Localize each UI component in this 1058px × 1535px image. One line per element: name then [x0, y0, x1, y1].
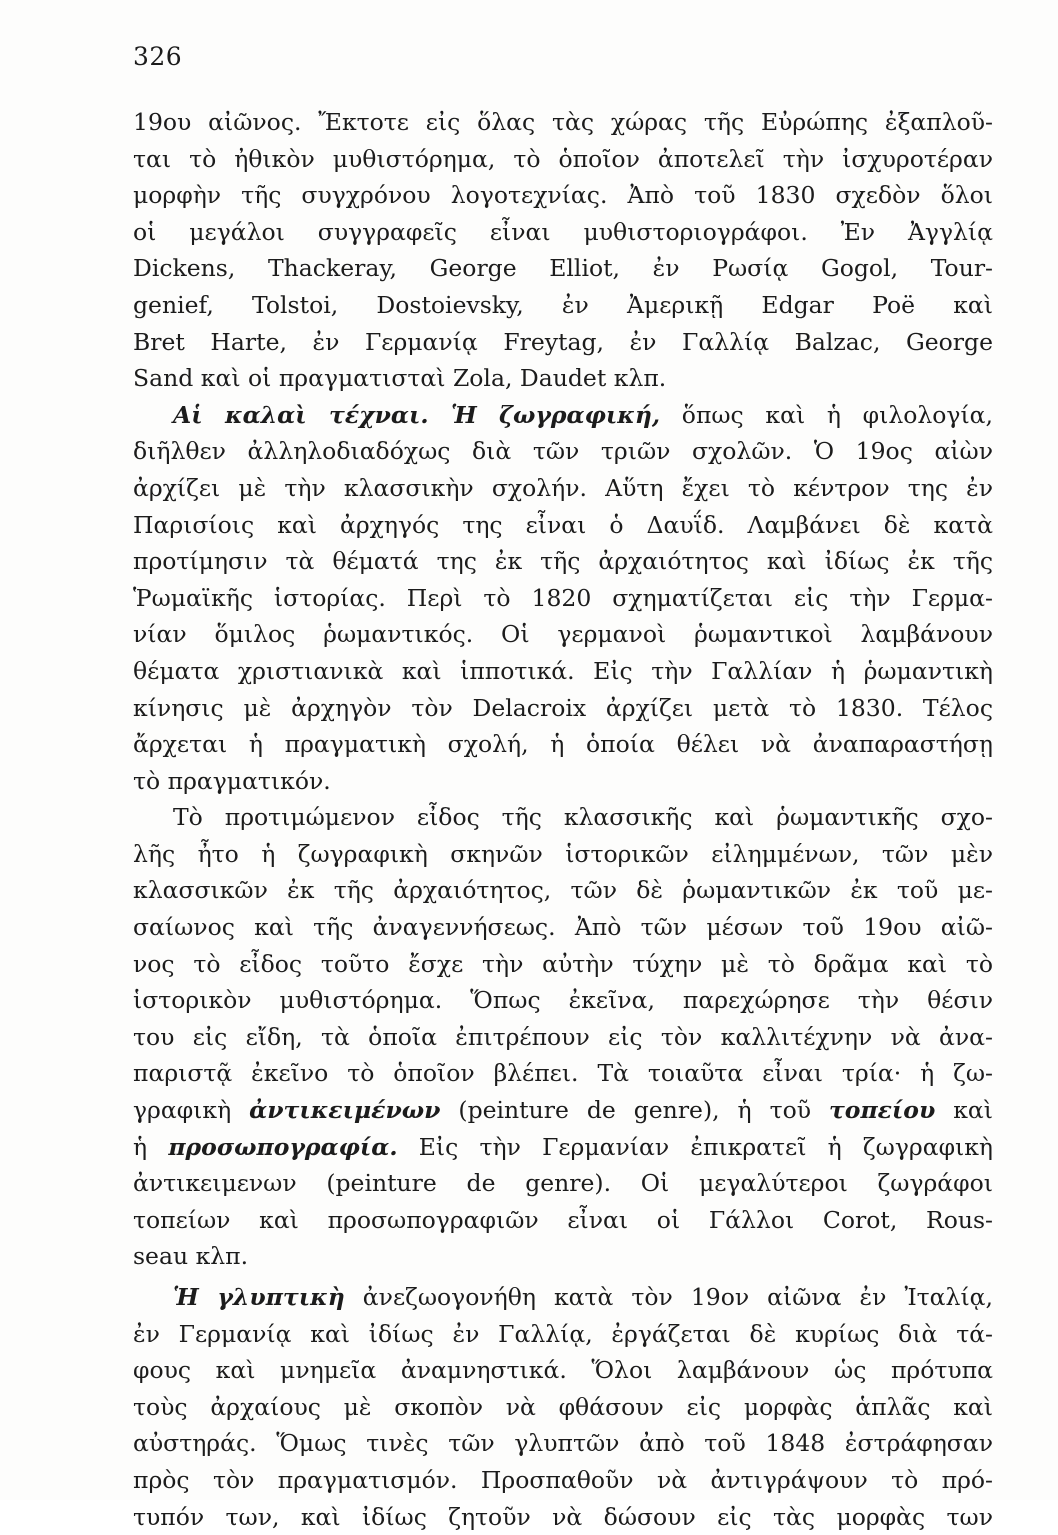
text-line: κίνησις μὲ ἀρχηγὸν τὸν Delacroix ἀρχίζει μετὰ τὸ 1830. Τέλος — [133, 693, 993, 722]
text-line: Τὸ προτιμώμενον εἶδος τῆς κλασσικῆς καὶ ῥωμαντικῆς σχο- — [173, 803, 993, 832]
text-line: νος τὸ εἶδος τοῦτο ἔσχε τὴν αὐτὴν τύχην μὲ τὸ δρᾶμα καὶ τὸ — [133, 949, 993, 978]
text-line: σαίωνος καὶ τῆς ἀναγεννήσεως. Ἀπὸ τῶν μέσων τοῦ 19ου αἰῶ- — [133, 913, 993, 942]
text-line: genief, Tolstoi, Dostoievsky, ἐν Ἀμερικῇ Edgar Poë καὶ — [133, 290, 993, 319]
emphasis-term: τοπείου — [828, 1096, 936, 1125]
text-line: τοπείων καὶ προσωπογραφιῶν εἶναι οἱ Γάλλοι Corot, Rous- — [133, 1205, 993, 1234]
text-line: διῆλθεν ἀλληλοδιαδόχως διὰ τῶν τριῶν σχολῶν. Ὁ 19ος αἰὼν — [133, 437, 993, 466]
emphasis-term: ἀντικειμένων — [249, 1096, 441, 1125]
text-line: seau κλπ. — [133, 1242, 249, 1271]
text-line: τυπόν των, καὶ ἰδίως ζητοῦν νὰ δώσουν εἰς τὰς μορφὰς των — [133, 1502, 993, 1531]
text-line: παριστᾷ ἐκεῖνο τὸ ὁποῖον βλέπει. Τὰ τοιαῦτα εἶναι τρία· ἡ ζω- — [133, 1059, 993, 1088]
text-line: ἐν Γερμανίᾳ καὶ ἰδίως ἐν Γαλλίᾳ, ἐργάζεται δὲ κυρίως διὰ τά- — [133, 1319, 993, 1348]
section-heading-sculpture: Ἡ γλυπτικὴ — [173, 1283, 345, 1311]
text-line: ἀρχίζει μὲ τὴν κλασσικὴν σχολήν. Αὕτη ἔχει τὸ κέντρον της ἐν — [133, 473, 993, 502]
text-line: μορφὴν τῆς συγχρόνου λογοτεχνίας. Ἀπὸ τοῦ 1830 σχεδὸν ὅλοι — [133, 181, 993, 210]
text-line: 19ου αἰῶνος. Ἔκτοτε εἰς ὅλας τὰς χώρας τῆς Εὐρώπης ἐξαπλοῦ- — [133, 108, 993, 136]
text-line: Sand καὶ οἱ πραγματισταὶ Zola, Daudet κλπ. — [133, 364, 667, 393]
text-line: Dickens, Thackeray, George Elliot, ἐν Ρωσίᾳ Gogol, Tour- — [133, 254, 993, 283]
text-line: πρὸς τὸν πραγματισμόν. Προσπαθοῦν νὰ ἀντιγράψουν τὸ πρό- — [133, 1465, 993, 1494]
text-line: κλασσικῶν ἐκ τῆς ἀρχαιότητος, τῶν δὲ ῥωμαντικῶν ἐκ τοῦ με- — [133, 876, 993, 905]
section-heading-fine-arts: Αἱ καλαὶ τέχναι. Ἡ ζωγραφική, — [173, 400, 661, 429]
text-line: οἱ μεγάλοι συγγραφεῖς εἶναι μυθιστοριογράφοι. Ἐν Ἀγγλίᾳ — [133, 217, 993, 246]
text-line: ται τὸ ἠθικὸν μυθιστόρημα, τὸ ὁποῖον ἀποτελεῖ τὴν ἰσχυροτέραν — [133, 144, 993, 173]
body-text — [133, 104, 993, 1535]
text-line: Ἡ γλυπτικὴ ἀνεζωογονήθη κατὰ τὸν 19ον αἰῶνα ἐν Ἰταλίᾳ, — [173, 1283, 993, 1311]
text-line: ἡ προσωπογραφία. Εἰς τὴν Γερμανίαν ἐπικρατεῖ ἡ ζωγραφικὴ — [133, 1132, 993, 1161]
text-line: προτίμησιν τὰ θέματά της ἐκ τῆς ἀρχαιότητος καὶ ἰδίως ἐκ τῆς — [133, 547, 993, 576]
text-line: του εἰς εἴδη, τὰ ὁποῖα ἐπιτρέπουν εἰς τὸν καλλιτέχνην νὰ ἀνα- — [133, 1022, 993, 1051]
text-line: ἀντικειμενων (peinture de genre). Οἱ μεγαλύτεροι ζωγράφοι — [133, 1169, 993, 1198]
text-line: Αἱ καλαὶ τέχναι. Ἡ ζωγραφική, ὅπως καὶ ἡ φιλολογία, — [173, 400, 993, 429]
emphasis-term: προσωπογραφία. — [168, 1132, 398, 1161]
text-line: θέματα χριστιανικὰ καὶ ἱπποτικά. Εἰς τὴν Γαλλίαν ἡ ῥωμαντικὴ — [133, 656, 993, 685]
page-number: 326 — [133, 42, 183, 71]
text-line: γραφικὴ ἀντικειμένων (peinture de genre), ἡ τοῦ τοπείου καὶ — [133, 1096, 993, 1125]
text-line: λῆς ἦτο ἡ ζωγραφικὴ σκηνῶν ἱστορικῶν εἰλημμένων, τῶν μὲν — [133, 839, 993, 868]
text-line: τοὺς ἀρχαίους μὲ σκοπὸν νὰ φθάσουν εἰς μορφὰς ἁπλᾶς καὶ — [133, 1392, 993, 1421]
text-line: Bret Harte, ἐν Γερμανίᾳ Freytag, ἐν Γαλλίᾳ Balzac, George — [133, 327, 993, 356]
text-line: τὸ πραγματικόν. — [133, 766, 331, 795]
text-line: φους καὶ μνημεῖα ἀναμνηστικά. Ὅλοι λαμβάνουν ὡς πρότυπα — [133, 1356, 993, 1385]
text-line: Ῥωμαϊκῆς ἱστορίας. Περὶ τὸ 1820 σχηματίζεται εἰς τὴν Γερμα- — [133, 583, 993, 612]
text-line: ἄρχεται ἡ πραγματικὴ σχολή, ἡ ὁποία θέλει νὰ ἀναπαραστήσῃ — [133, 730, 993, 759]
text-line: ἱστορικὸν μυθιστόρημα. Ὅπως ἐκεῖνα, παρεχώρησε τὴν θέσιν — [133, 986, 993, 1015]
text-line: αὐστηράς. Ὅμως τινὲς τῶν γλυπτῶν ἀπὸ τοῦ 1848 ἐστράφησαν — [133, 1429, 993, 1458]
text-line: Παρισίοις καὶ ἀρχηγός της εἶναι ὁ Δαυΐδ. Λαμβάνει δὲ κατὰ — [133, 510, 993, 539]
text-line: νίαν ὅμιλος ῥωμαντικός. Οἱ γερμανοὶ ῥωμαντικοὶ λαμβάνουν — [133, 620, 993, 649]
